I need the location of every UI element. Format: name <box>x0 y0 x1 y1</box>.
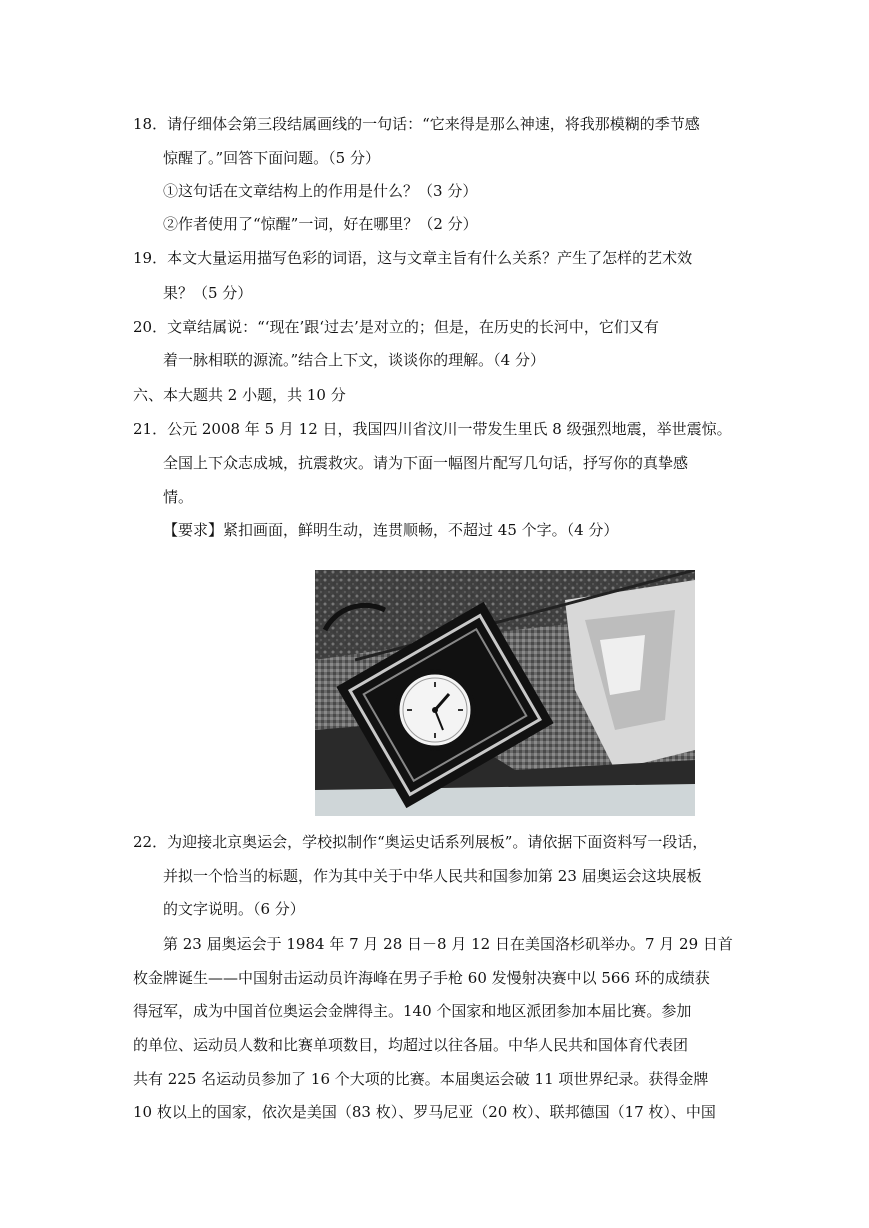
earthquake-clock-photo <box>315 570 695 816</box>
q22-line2: 并拟一个恰当的标题，作为其中关于中华人民共和国参加第 23 届奥运会这块展板 <box>163 867 702 885</box>
q18-line1: 18．请仔细体会第三段结属画线的一句话：“它来得是那么神速，将我那模糊的季节感 <box>133 115 700 133</box>
q19-line1: 19．本文大量运用描写色彩的词语，这与文章主旨有什么关系？产生了怎样的艺术效 <box>133 249 693 267</box>
q18-sub2: ②作者使用了“惊醒”一词，好在哪里？（2 分） <box>163 215 478 233</box>
q21-line1: 21．公元 2008 年 5 月 12 日，我国四川省汶川一带发生里氏 8 级强烈地震，举世震惊。 <box>133 420 732 438</box>
q18-line2: 惊醒了。”回答下面问题。（5 分） <box>163 149 380 167</box>
material-line4: 的单位、运动员人数和比赛单项数目，均超过以往各届。中华人民共和国体育代表团 <box>133 1036 689 1054</box>
material-line5: 共有 225 名运动员参加了 16 个大项的比赛。本届奥运会破 11 项世界纪录。获得金牌 <box>133 1070 709 1088</box>
material-line6: 10 枚以上的国家，依次是美国（83 枚）、罗马尼亚（20 枚）、联邦德国（17 枚）、中国 <box>133 1103 716 1121</box>
q20-line1: 20．文章结属说：“‘现在’跟‘过去’是对立的；但是，在历史的长河中，它们又有 <box>133 318 659 336</box>
q21-line2: 全国上下众志成城，抗震救灾。请为下面一幅图片配写几句话，抒写你的真挚感 <box>163 454 689 472</box>
material-line3: 得冠军，成为中国首位奥运会金牌得主。140 个国家和地区派团参加本届比赛。参加 <box>133 1002 692 1020</box>
material-line1: 第 23 届奥运会于 1984 年 7 月 28 日－8 月 12 日在美国洛杉矶举办。7 月 29 日首 <box>163 935 733 953</box>
q18-sub1: ①这句话在文章结构上的作用是什么？（3 分） <box>163 182 478 200</box>
q19-line2: 果？（5 分） <box>163 284 253 302</box>
q21-line3: 情。 <box>163 488 194 506</box>
q21-requirement: 【要求】紧扣画面，鲜明生动，连贯顺畅，不超过 45 个字。（4 分） <box>163 521 619 539</box>
q22-line3: 的文字说明。（6 分） <box>163 900 305 918</box>
material-line2: 枚金牌诞生——中国射击运动员许海峰在男子手枪 60 发慢射决赛中以 566 环的成绩获 <box>133 969 710 987</box>
q22-line1: 22．为迎接北京奥运会，学校拟制作“奥运史话系列展板”。请依据下面资料写一段话， <box>133 833 708 851</box>
section6-heading: 六、本大题共 2 小题，共 10 分 <box>133 386 346 404</box>
q20-line2: 着一脉相联的源流。”结合上下文，谈谈你的理解。（4 分） <box>163 351 545 369</box>
